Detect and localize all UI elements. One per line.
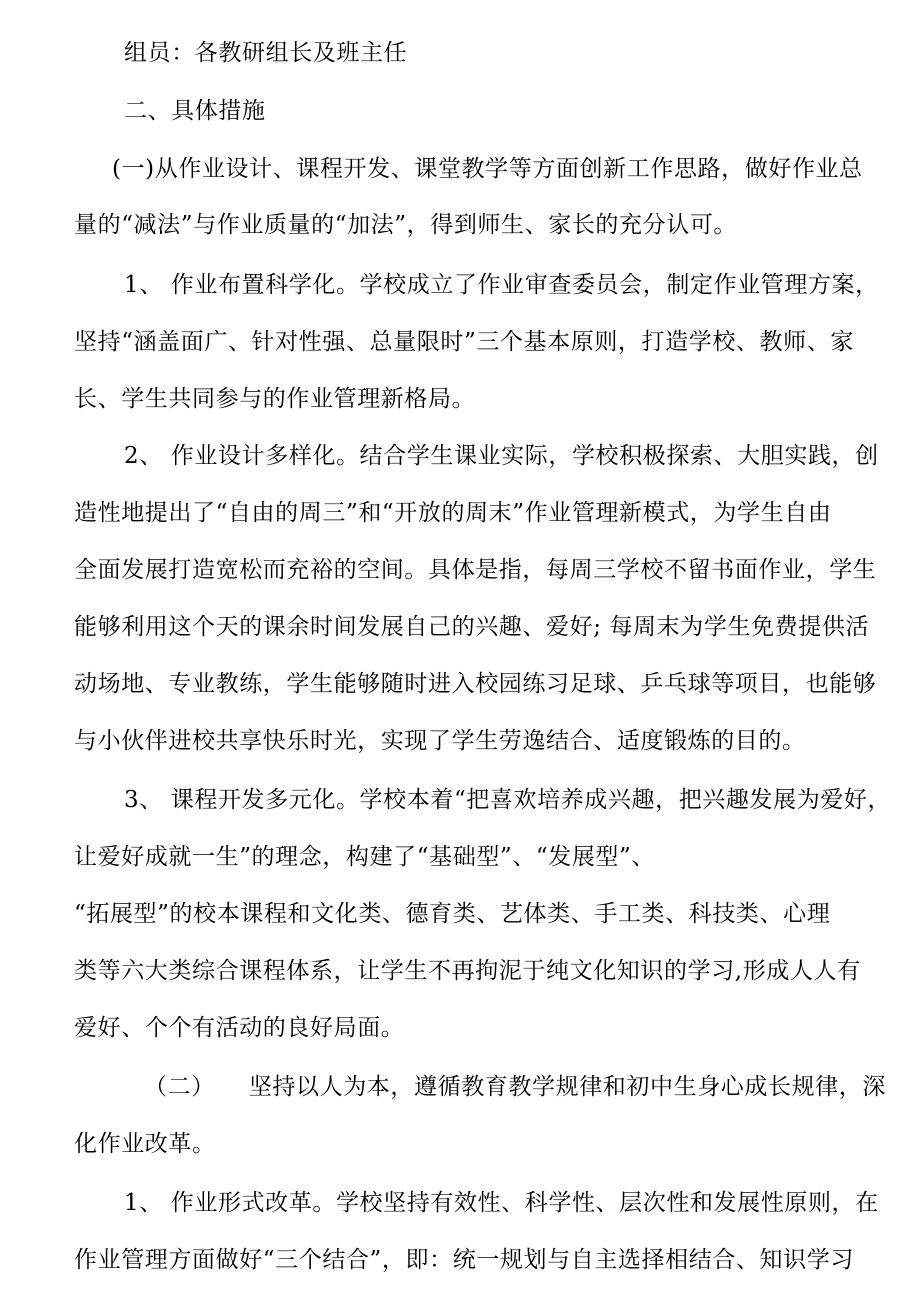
item-2-line-1: 2、 作业设计多样化。结合学生课业实际，学校积极探索、大胆实践，创: [124, 443, 879, 469]
subsection-two-line-2: 化作业改革。: [74, 1131, 216, 1157]
item-2-line-3: 全面发展打造宽松而充裕的空间。具体是指，每周三学校不留书面作业，学生: [74, 557, 877, 583]
item-1-line-2: 坚持“涵盖面广、针对性强、总量限时”三个基本原则，打造学校、教师、家: [74, 329, 854, 355]
item-3-line-5: 爱好、个个有活动的良好局面。: [74, 1015, 405, 1041]
item-2-line-2: 造性地提出了“自由的周三”和“开放的周末”作业管理新模式，为学生自由: [74, 500, 832, 526]
subsection-two-number: （二）: [144, 1074, 215, 1100]
section-heading-measures: 二、具体措施: [124, 98, 266, 124]
item-3-line-4: 类等六大类综合课程体系，让学生不再拘泥于纯文化知识的学习,形成人人有: [74, 958, 861, 984]
item-4-line-2: 作业管理方面做好“三个结合”，即：统一规划与自主选择相结合、知识学习: [74, 1247, 854, 1273]
item-2-line-5: 动场地、专业教练，学生能够随时进入校园练习足球、乒乓球等项目，也能够: [74, 671, 877, 697]
item-4-line-1: 1、 作业形式改革。学校坚持有效性、科学性、层次性和发展性原则，在: [124, 1190, 879, 1216]
item-1-line-3: 长、学生共同参与的作业管理新格局。: [74, 386, 476, 412]
item-1-line-1: 1、 作业布置科学化。学校成立了作业审查委员会，制定作业管理方案，: [124, 272, 879, 298]
subsection-one-line-1: (一)从作业设计、课程开发、课堂教学等方面创新工作思路，做好作业总: [112, 156, 863, 182]
item-3-line-3: “拓展型”的校本课程和文化类、德育类、艺体类、手工类、科技类、心理: [74, 901, 831, 927]
subsection-one-line-2: 量的“减法”与作业质量的“加法”，得到师生、家长的充分认可。: [74, 212, 738, 238]
item-3-line-1: 3、 课程开发多元化。学校本着“把喜欢培养成兴趣，把兴趣发展为爱好，: [124, 787, 892, 813]
team-members-line: 组员：各教研组长及班主任: [124, 40, 408, 66]
item-3-line-2: 让爱好成就一生”的理念，构建了“基础型”、“发展型”、: [74, 844, 655, 870]
item-2-line-4: 能够利用这个天的课余时间发展自己的兴趣、爱好; 每周末为学生免费提供活: [74, 614, 870, 640]
subsection-two-line-1: [144, 1072, 886, 1102]
subsection-two-title: 坚持以人为本，遵循教育教学规律和初中生身心成长规律，深: [248, 1074, 887, 1100]
item-2-line-6: 与小伙伴进校共享快乐时光，实现了学生劳逸结合、适度锻炼的目的。: [74, 728, 806, 754]
